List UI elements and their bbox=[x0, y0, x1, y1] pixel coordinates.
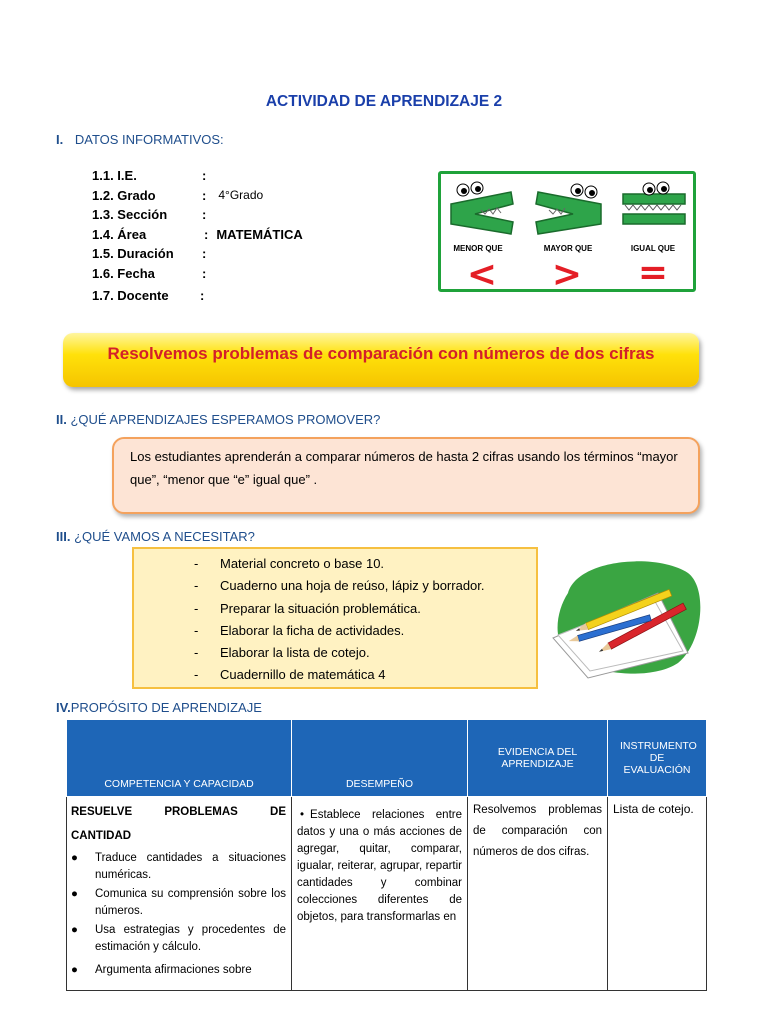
cell-competencia bbox=[67, 797, 292, 991]
section-2-heading bbox=[56, 412, 380, 427]
header-desempeno: DESEMPEÑO bbox=[292, 720, 468, 797]
crocodile-equal-icon bbox=[623, 182, 685, 224]
competencia-title: RESUELVE PROBLEMAS DE CANTIDAD bbox=[71, 806, 286, 842]
pencils-paper-icon bbox=[548, 553, 708, 683]
label-mayor-que: MAYOR QUE bbox=[543, 244, 593, 253]
list-item: ● Argumenta afirmaciones sobre bbox=[71, 964, 252, 976]
section-3-heading bbox=[56, 529, 255, 544]
header-competencia: COMPETENCIA Y CAPACIDAD bbox=[67, 720, 292, 797]
session-title: Resolvemos problemas de comparación con números de dos cifras bbox=[107, 344, 655, 363]
section-4-number: IV. bbox=[56, 700, 71, 715]
session-title-banner bbox=[63, 333, 699, 387]
info-row-seccion: 1.3. Sección : bbox=[92, 207, 207, 222]
info-row-grado: 1.2. Grado : 4°Grado bbox=[92, 187, 264, 203]
list-item: ● Traduce cantidades a situaciones numéricas. bbox=[71, 852, 286, 881]
list-item: - Elaborar la ficha de actividades. bbox=[194, 622, 405, 638]
page-title: ACTIVIDAD DE APRENDIZAJE 2 bbox=[265, 93, 503, 110]
section-1-heading bbox=[56, 132, 224, 147]
info-row-area: 1.4. Área : MATEMÁTICA bbox=[92, 226, 303, 242]
cell-desempeno: • Establece relaciones entre datos y una o más acciones de agregar, quitar, comparar, igualar, reiterar, agrupar, repartir cantidades y combinar colecciones diferentes de objetos, para transformarlas en bbox=[292, 797, 468, 991]
crocodile-less-than-icon bbox=[451, 182, 513, 234]
learning-goal-text: Los estudiantes aprenderán a comparar números de hasta 2 cifras usando los términos “mayor que”, “menor que “e” igual que” . bbox=[130, 449, 678, 487]
learning-purpose-table bbox=[66, 719, 707, 991]
section-2-number: II. bbox=[56, 412, 67, 427]
section-4-label: PROPÓSITO DE APRENDIZAJE bbox=[70, 700, 262, 715]
section-1-label: DATOS INFORMATIVOS: bbox=[74, 132, 224, 147]
cell-instrumento: Lista de cotejo. bbox=[608, 797, 707, 991]
list-item: - Preparar la situación problemática. bbox=[194, 600, 421, 616]
header-evidencia: EVIDENCIA DEL APRENDIZAJE bbox=[468, 720, 608, 797]
list-item: ● Usa estrategias y procedentes de estimación y cálculo. bbox=[71, 924, 286, 953]
list-item: - Elaborar la lista de cotejo. bbox=[194, 645, 370, 661]
symbol-less-than: < bbox=[466, 254, 498, 289]
crocodile-greater-than-icon bbox=[536, 184, 601, 234]
label-igual-que: IGUAL QUE bbox=[630, 244, 676, 253]
materials-box bbox=[132, 547, 538, 689]
info-row-fecha: 1.6. Fecha : bbox=[92, 265, 207, 281]
crocodile-illustration bbox=[441, 174, 693, 289]
comparison-crocodiles-image bbox=[438, 171, 696, 292]
section-3-number: III. bbox=[56, 529, 71, 544]
table-header-row bbox=[67, 720, 707, 797]
table-row bbox=[67, 797, 707, 991]
info-row-docente: 1.7. Docente : bbox=[92, 288, 205, 303]
section-2-label: ¿QUÉ APRENDIZAJES ESPERAMOS PROMOVER? bbox=[70, 412, 381, 427]
section-3-label: ¿QUÉ VAMOS A NECESITAR? bbox=[74, 529, 255, 544]
info-row-duracion: 1.5. Duración : bbox=[92, 246, 207, 261]
cell-evidencia: Resolvemos problemas de comparación con números de dos cifras. bbox=[468, 797, 608, 991]
list-item: - Cuaderno una hoja de reúso, lápiz y borrador. bbox=[194, 578, 485, 594]
bullet-icon: • bbox=[300, 809, 305, 821]
list-item: - Cuadernillo de matemática 4 bbox=[194, 667, 386, 683]
list-item: - Material concreto o base 10. bbox=[194, 556, 385, 571]
label-menor-que: MENOR QUE bbox=[453, 244, 503, 253]
section-1-number: I. bbox=[56, 132, 64, 147]
section-4-heading bbox=[56, 700, 262, 715]
symbol-equal: = bbox=[637, 252, 669, 289]
info-list bbox=[92, 166, 303, 306]
learning-goal-box bbox=[112, 437, 700, 514]
info-row-ie: 1.1. I.E. : bbox=[92, 168, 207, 183]
header-instrumento: INSTRUMENTO DE EVALUACIÓN bbox=[608, 720, 707, 797]
list-item: ● Comunica su comprensión sobre los números. bbox=[71, 888, 286, 917]
symbol-greater-than: > bbox=[551, 254, 583, 289]
materials-list bbox=[134, 549, 536, 687]
